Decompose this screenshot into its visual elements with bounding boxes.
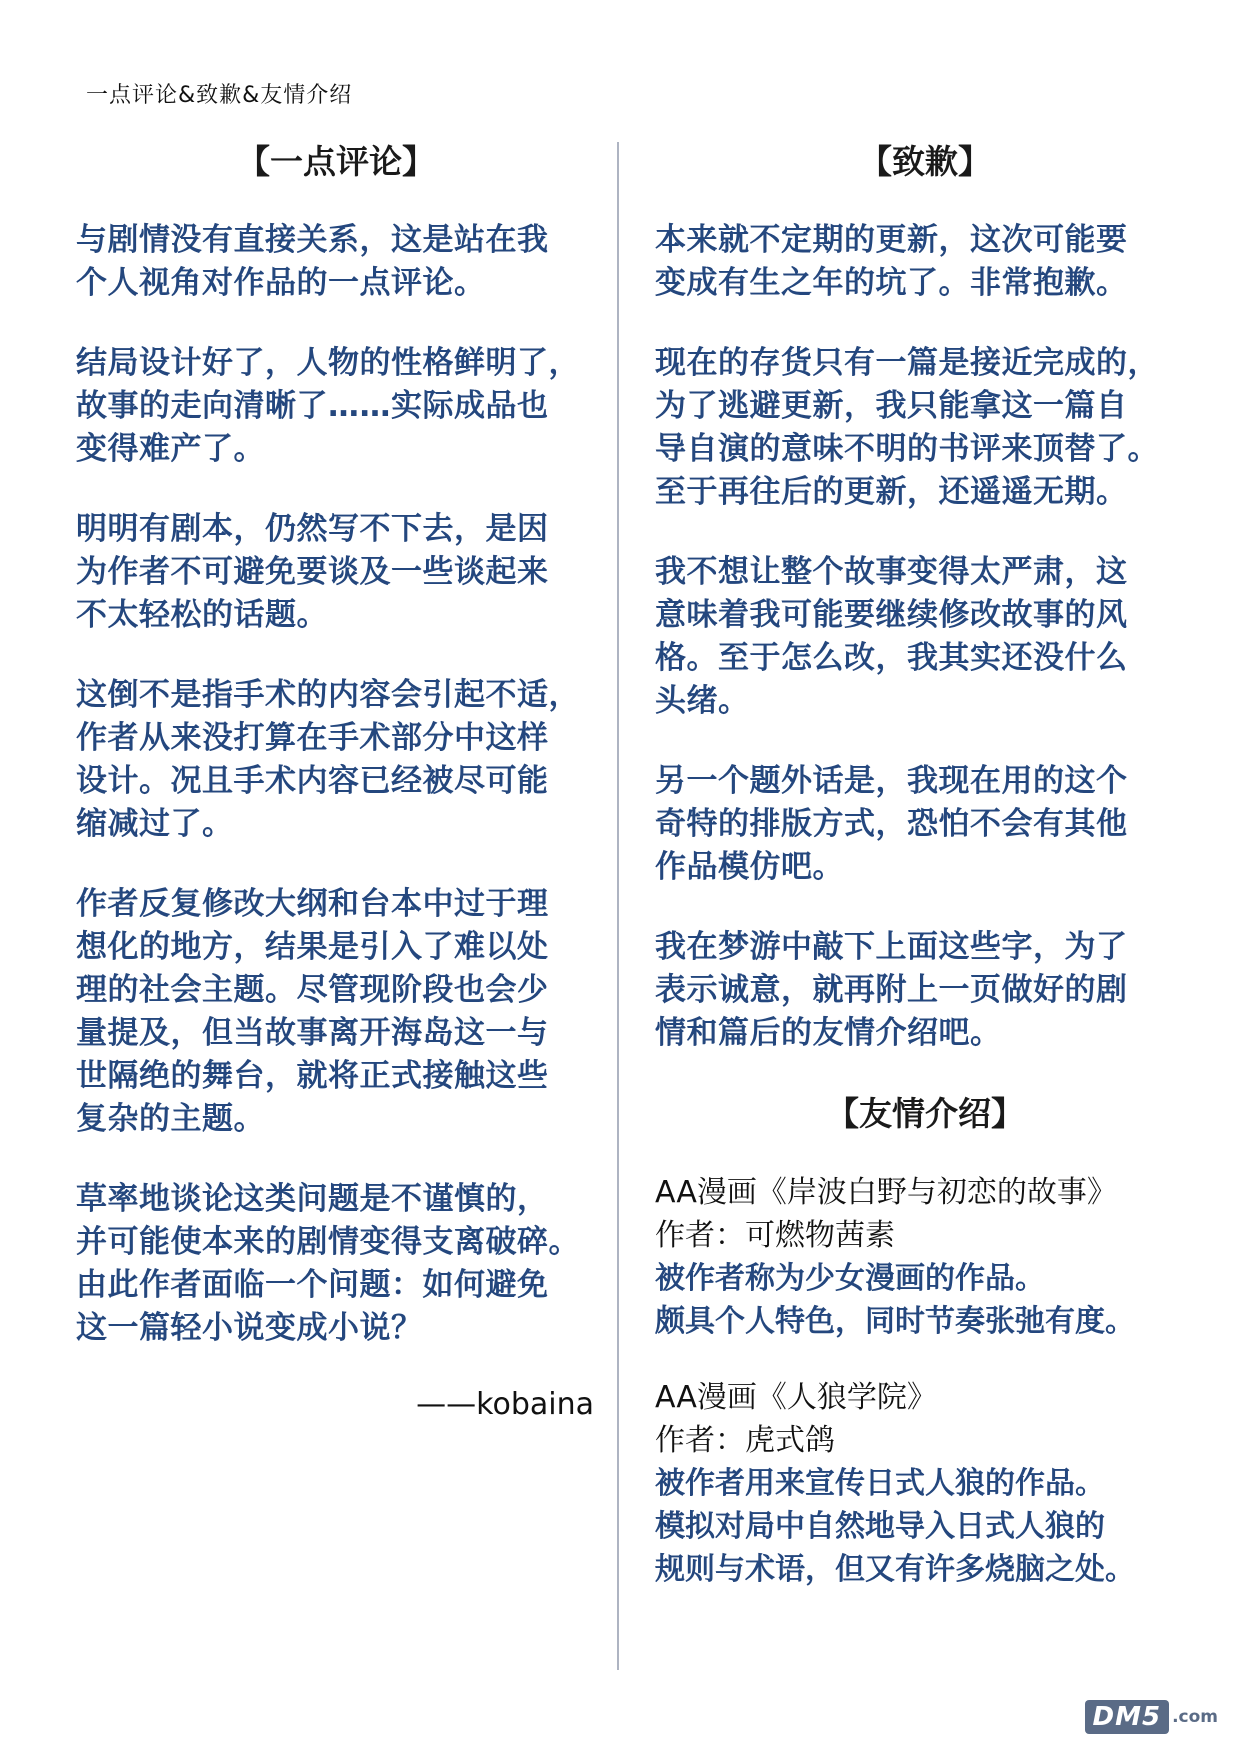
recommendation-author: 作者：可燃物茜素: [655, 1218, 895, 1253]
recommendation-description: 被作者称为少女漫画的作品。: [655, 1261, 1045, 1296]
comment-paragraph: 这倒不是指手术的内容会引起不适， 作者从来没打算在手术部分中这样 设计。况且手术内容已经被尽可能 缩减过了。: [76, 677, 580, 842]
apology-paragraph: 我在梦游中敲下上面这些字，为了 表示诚意，就再附上一页做好的剧 情和篇后的友情介绍吧。: [655, 929, 1128, 1051]
recommendation-item: [655, 1171, 1195, 1343]
recommendation-description: 模拟对局中自然地导入日式人狼的: [655, 1509, 1105, 1544]
page-header: 一点评论&致歉&友情介绍: [86, 83, 353, 108]
recommendation-author: 作者：虎式鸽: [655, 1423, 835, 1458]
recommendation-description: 规则与术语，但又有许多烧脑之处。: [655, 1552, 1135, 1587]
author-signature: ——kobaina: [416, 1387, 594, 1422]
column-divider: [617, 142, 619, 1670]
comment-paragraph: 作者反复修改大纲和台本中过于理 想化的地方，结果是引入了难以处 理的社会主题。尽管现阶段也会少 量提及，但当故事离开海岛这一与 世隔绝的舞台，就将正式接触这些 复杂的主题。: [76, 886, 549, 1137]
comment-paragraph: 结局设计好了，人物的性格鲜明了， 故事的走向清晰了……实际成品也 变得难产了。: [76, 345, 580, 467]
apology-paragraph: 另一个题外话是，我现在用的这个 奇特的排版方式，恐怕不会有其他 作品模仿吧。: [655, 763, 1128, 885]
recommendation-title: AA漫画《岸波白野与初恋的故事》: [655, 1175, 1117, 1210]
recommendation-heading: 【友情介绍】: [826, 1094, 1024, 1133]
watermark-logo: DM5: [1085, 1700, 1170, 1734]
apology-paragraph: 现在的存货只有一篇是接近完成的， 为了逃避更新，我只能拿这一篇自 导自演的意味不明的书评来顶替了。 至于再往后的更新，还遥遥无期。: [655, 345, 1159, 510]
site-watermark: [1085, 1700, 1218, 1734]
apology-column: [655, 140, 1195, 1624]
recommendation-title: AA漫画《人狼学院》: [655, 1380, 937, 1415]
recommendation-item: [655, 1376, 1195, 1591]
apology-paragraph: 我不想让整个故事变得太严肃，这 意味着我可能要继续修改故事的风 格。至于怎么改，我其实还没什么 头绪。: [655, 554, 1128, 719]
comment-paragraph: 与剧情没有直接关系，这是站在我 个人视角对作品的一点评论。: [76, 222, 549, 301]
apology-paragraph: 本来就不定期的更新，这次可能要 变成有生之年的坑了。非常抱歉。: [655, 222, 1128, 301]
recommendation-description: 颇具个人特色，同时节奏张弛有度。: [655, 1304, 1135, 1339]
comment-heading: 【一点评论】: [237, 142, 435, 181]
comment-paragraph: 草率地谈论这类问题是不谨慎的， 并可能使本来的剧情变得支离破碎。 由此作者面临一个问题：如何避免 这一篇轻小说变成小说？: [76, 1181, 580, 1346]
comment-paragraph: 明明有剧本，仍然写不下去，是因 为作者不可避免要谈及一些谈起来 不太轻松的话题。: [76, 511, 549, 633]
recommendation-description: 被作者用来宣传日式人狼的作品。: [655, 1466, 1105, 1501]
comment-column: [76, 140, 596, 1422]
watermark-suffix: .com: [1172, 1707, 1218, 1727]
apology-heading: 【致歉】: [859, 142, 991, 181]
